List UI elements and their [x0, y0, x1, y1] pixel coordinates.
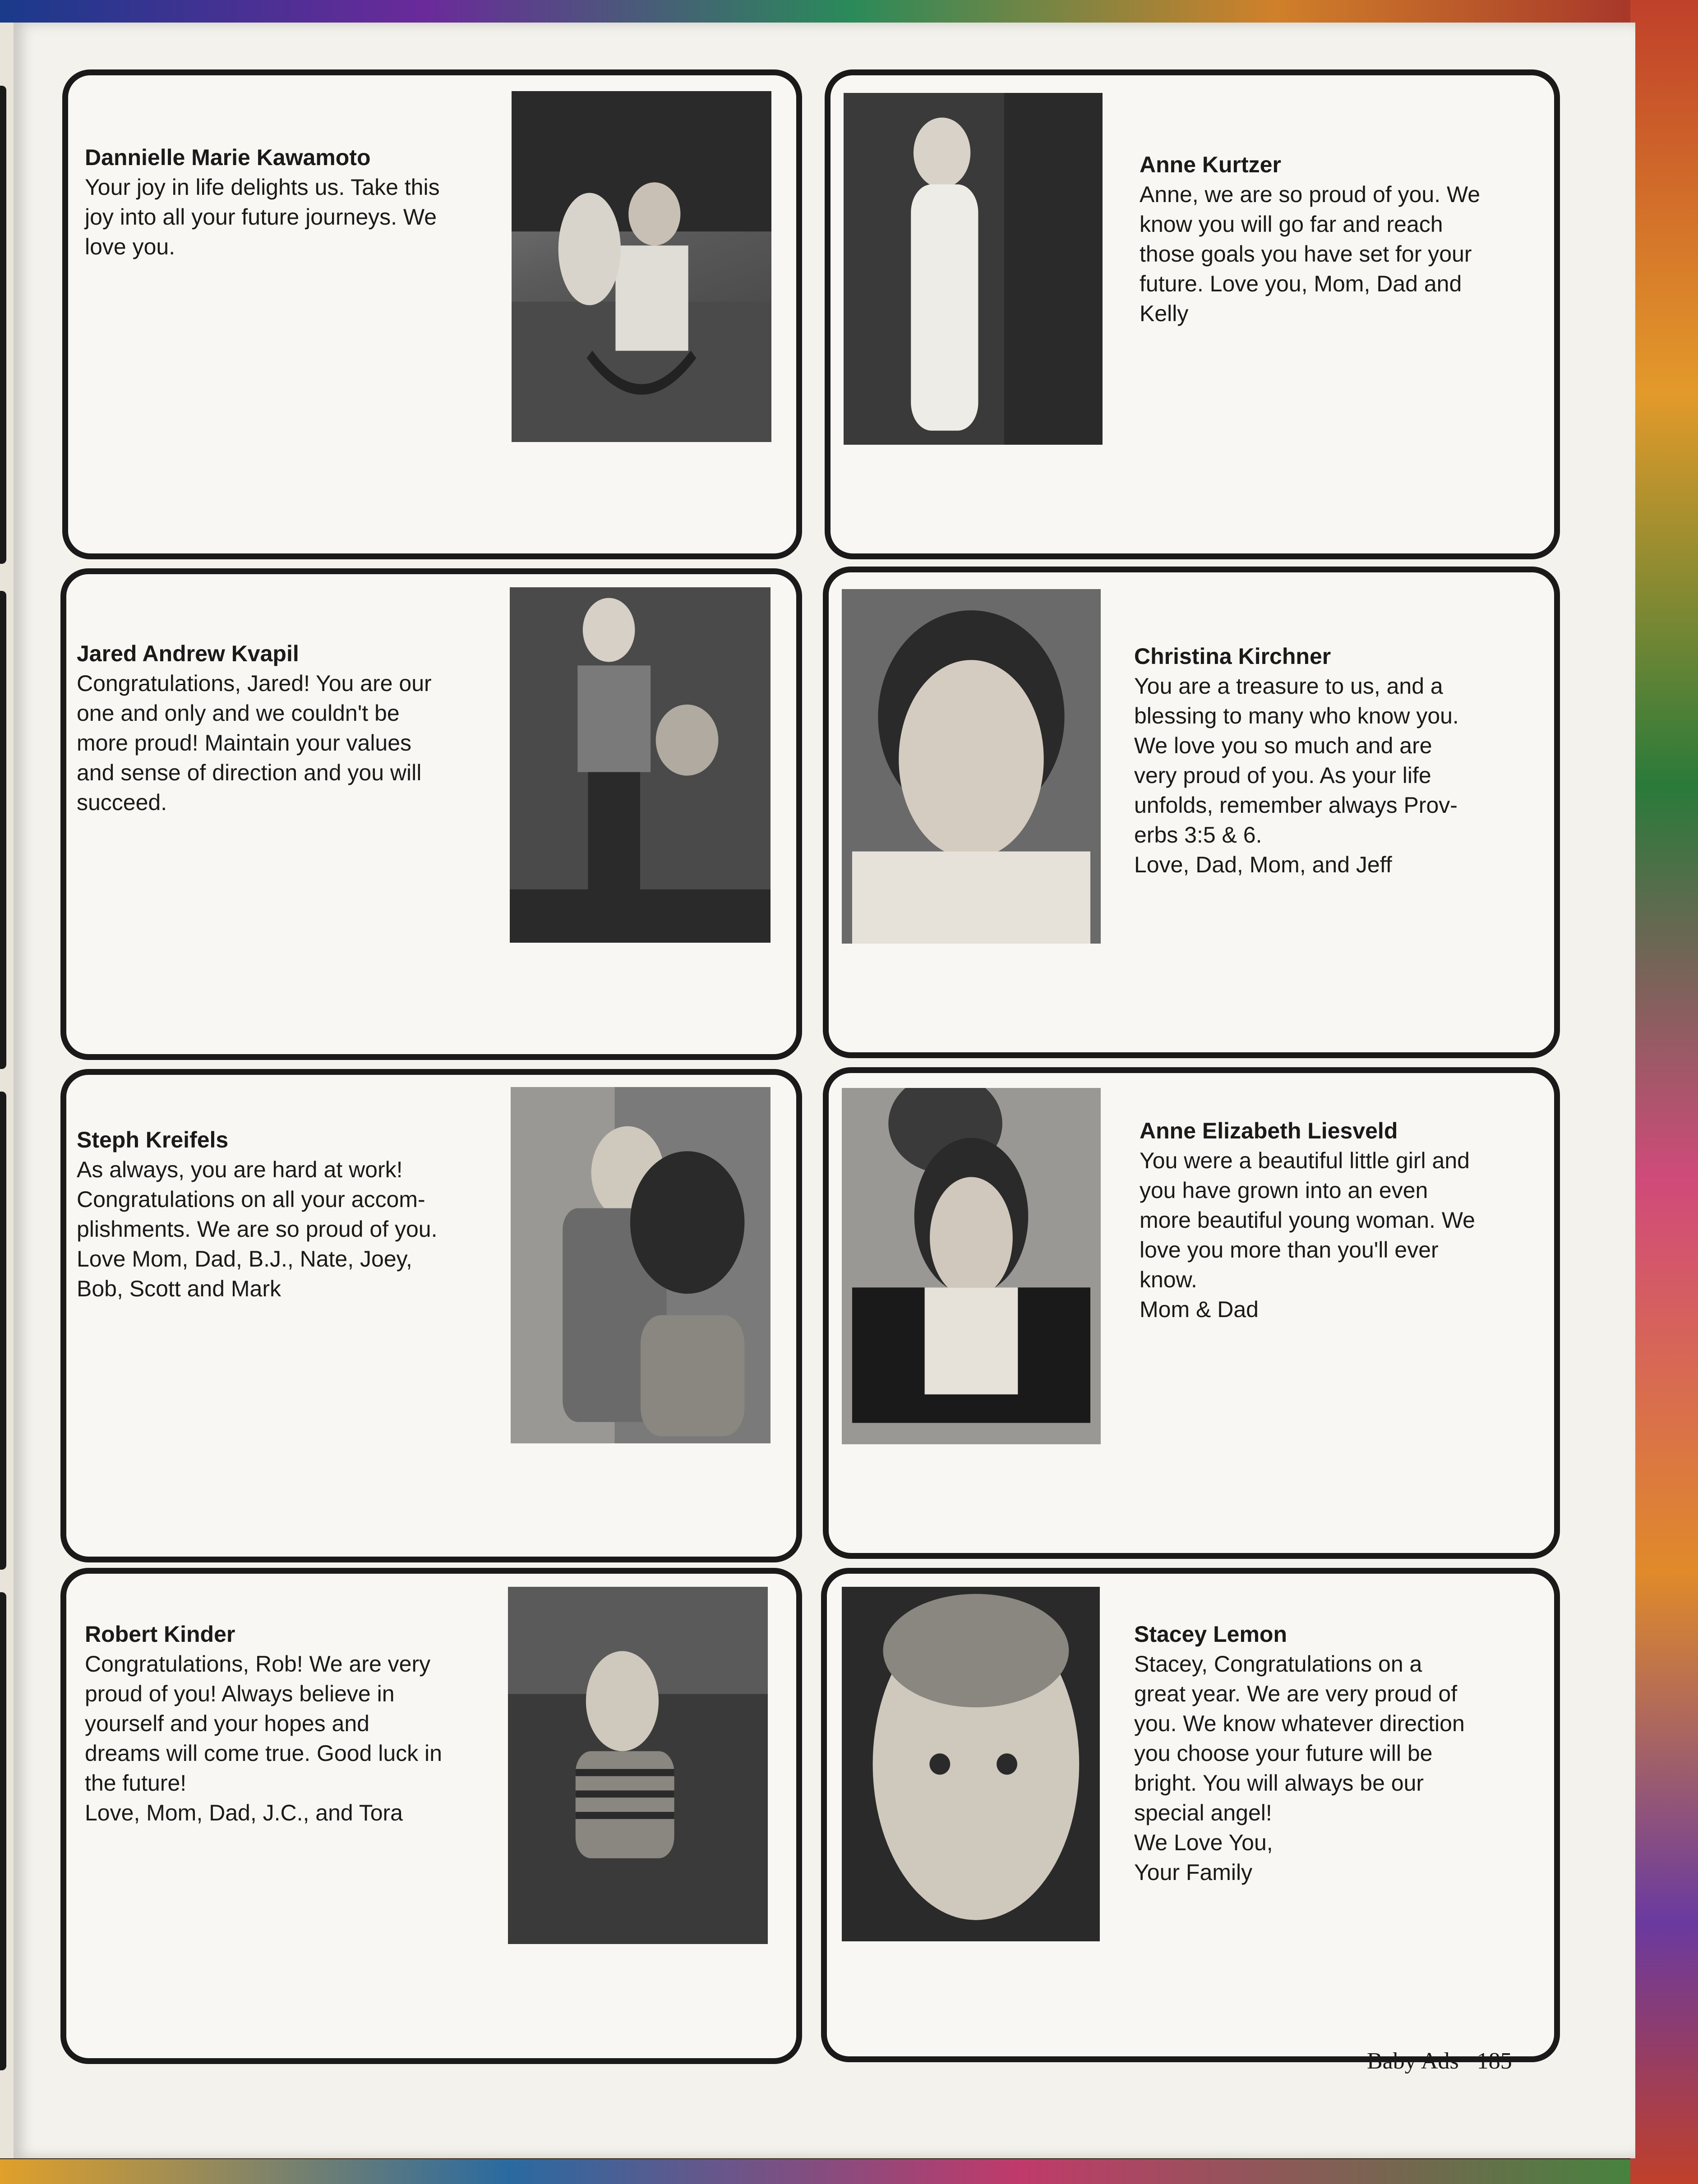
ad-message: Your joy in life delights us. Take this joy into all your future journeys. We love you.	[85, 175, 440, 259]
ad-message: Stacey, Congratulations on a great year. We are very proud of you. We know whatever direction you choose your future will be bright. You will always be our special angel! We Love You, Your Family	[1134, 1651, 1465, 1885]
right-cover-edge	[1630, 0, 1698, 2184]
ad-message: You were a beautiful little girl and you have grown into an even more beautiful young woman. We love you more than you'll ever know. Mom & Dad	[1140, 1148, 1475, 1322]
ad-text-kurtzer	[1140, 150, 1546, 328]
ad-photo-kinder	[508, 1587, 768, 1944]
ad-name: Anne Elizabeth Liesveld	[1140, 1118, 1398, 1143]
ad-photo-kawamoto	[512, 91, 771, 442]
ad-photo-kurtzer	[844, 93, 1103, 445]
ad-name: Dannielle Marie Kawamoto	[85, 145, 371, 170]
ad-name: Christina Kirchner	[1134, 644, 1331, 669]
ad-text-lemon	[1134, 1619, 1540, 1887]
ad-text-kvapil	[77, 639, 483, 817]
ad-photo-kreifels	[511, 1087, 771, 1443]
ad-message: Congratulations, Jared! You are our one and only and we couldn't be more proud! Maintain your values and sense of direction and you will succeed.	[77, 671, 432, 815]
bottom-cover-edge	[0, 2159, 1698, 2184]
ad-name: Stacey Lemon	[1134, 1622, 1287, 1647]
ad-message: Anne, we are so proud of you. We know you will go far and reach those goals you have set for your future. Love you, Mom, Dad and Kelly	[1140, 182, 1481, 326]
yearbook-page	[14, 23, 1635, 2158]
ad-text-kirchner	[1134, 641, 1540, 880]
ad-photo-lemon	[842, 1587, 1100, 1941]
ad-text-kreifels	[77, 1125, 483, 1304]
ad-message: As always, you are hard at work! Congratulations on all your accom- plishments. We are so proud of you. Love Mom, Dad, B.J., Nate, Joey, Bob, Scott and Mark	[77, 1157, 438, 1301]
ad-photo-kvapil	[510, 587, 771, 943]
section-title: Baby Ads	[1367, 2048, 1459, 2074]
ad-text-liesveld	[1140, 1116, 1546, 1324]
ad-name: Steph Kreifels	[77, 1127, 229, 1152]
ad-name: Anne Kurtzer	[1140, 152, 1281, 177]
page-footer	[1367, 2048, 1512, 2074]
ad-text-kawamoto	[85, 143, 491, 262]
page-number: 185	[1477, 2048, 1512, 2074]
ad-name: Robert Kinder	[85, 1622, 235, 1647]
ad-photo-liesveld	[842, 1088, 1101, 1444]
ad-message: Congratulations, Rob! We are very proud of you! Always believe in yourself and your hopes and dreams will come true. Good luck in the future! Love, Mom, Dad, J.C., and Tora	[85, 1651, 442, 1825]
ad-name: Jared Andrew Kvapil	[77, 641, 299, 666]
ad-photo-kirchner	[842, 589, 1101, 944]
ad-message: You are a treasure to us, and a blessing to many who know you. We love you so much and are very proud of you. As your life unfolds, remember always Prov- erbs 3:5 & 6. Love, Dad, Mom, and Jeff	[1134, 673, 1459, 877]
ad-text-kinder	[85, 1619, 491, 1828]
